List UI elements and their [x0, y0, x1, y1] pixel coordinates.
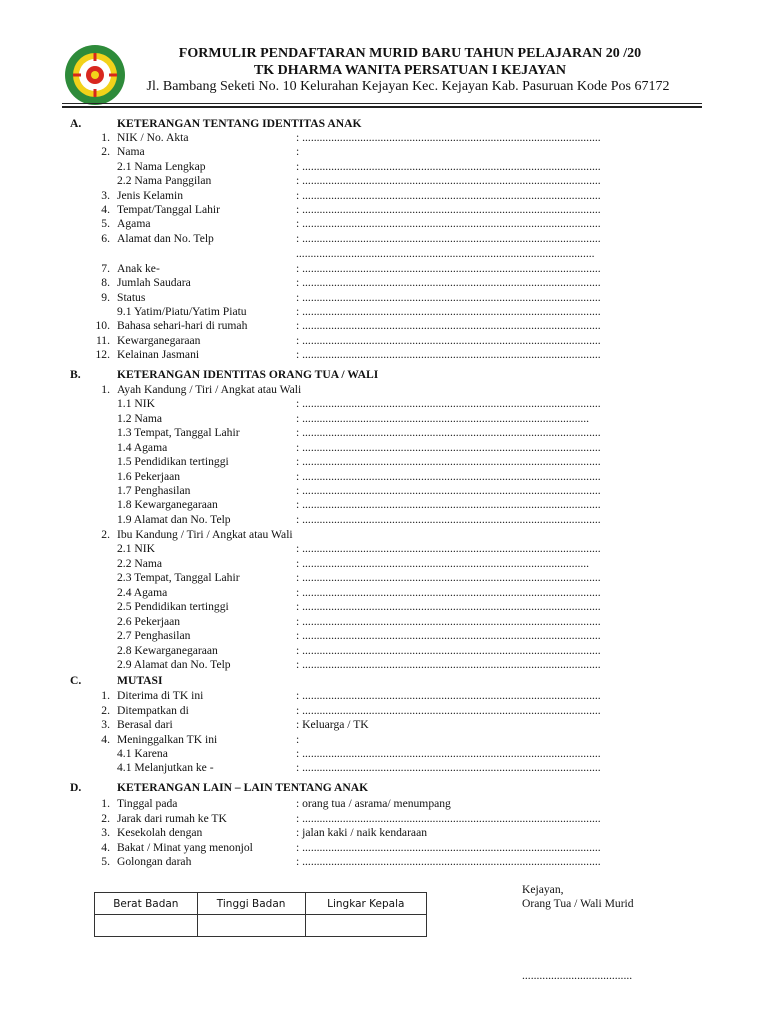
field-value[interactable]: : ....................................................................................................... — [296, 812, 601, 825]
field-value[interactable]: : ....................................................................................................... — [296, 704, 601, 717]
row-number: 3. — [101, 189, 110, 202]
height-cell[interactable] — [197, 915, 305, 937]
header-divider — [62, 106, 702, 108]
row-number: 4. — [101, 733, 110, 746]
row-number: 8. — [101, 276, 110, 289]
field-label: 9.1 Yatim/Piatu/Yatim Piatu — [117, 305, 247, 318]
field-label: 1.9 Alamat dan No. Telp — [117, 513, 231, 526]
field-label: 1.6 Pekerjaan — [117, 470, 181, 483]
field-value[interactable]: : ....................................................................................................... — [296, 644, 601, 657]
head-circumference-cell[interactable] — [305, 915, 426, 937]
field-label: Tempat/Tanggal Lahir — [117, 203, 221, 216]
field-value[interactable]: : ....................................................................................................... — [296, 217, 601, 230]
field-label: 1.7 Penghasilan — [117, 484, 191, 497]
field-value[interactable]: : ....................................................................................................... — [296, 441, 601, 454]
field-value[interactable]: : ....................................................................................................... — [296, 658, 601, 671]
field-value[interactable]: : ....................................................................................................... — [296, 689, 601, 702]
field-value[interactable]: : ....................................................................................................... — [296, 747, 601, 760]
field-value[interactable]: : ....................................................................................................... — [296, 629, 601, 642]
field-label: 1.2 Nama — [117, 412, 163, 425]
dharma-wanita-emblem-icon — [64, 44, 126, 106]
field-value[interactable]: : ....................................................................................................... — [296, 291, 601, 304]
field-value[interactable]: : ....................................................................................................... — [296, 841, 601, 854]
field-value[interactable]: : ................................................................................................... — [296, 557, 590, 570]
weight-header: Berat Badan — [95, 893, 198, 915]
field-label: 1.3 Tempat, Tanggal Lahir — [117, 426, 240, 439]
field-label: Ayah Kandung / Tiri / Angkat atau Wali — [117, 383, 302, 396]
row-number: 2. — [101, 528, 110, 541]
field-label: 1.1 NIK — [117, 397, 155, 410]
field-label: Ditempatkan di — [117, 704, 189, 717]
form-title: FORMULIR PENDAFTARAN MURID BARU TAHUN PELAJARAN 20 /20 — [178, 46, 642, 61]
field-value[interactable]: : ....................................................................................................... — [296, 761, 601, 774]
field-label: 4.1 Melanjutkan ke - — [117, 761, 214, 774]
field-value[interactable]: : ....................................................................................................... — [296, 262, 601, 275]
field-value[interactable]: : jalan kaki / naik kendaraan — [296, 826, 428, 839]
measurement-table — [94, 892, 427, 937]
row-number: 11. — [95, 334, 110, 347]
school-name: TK DHARMA WANITA PERSATUAN I KEJAYAN — [253, 63, 567, 78]
field-value[interactable]: : ................................................................................................... — [296, 412, 590, 425]
row-number: 3. — [101, 826, 110, 839]
field-label: Jenis Kelamin — [117, 189, 184, 202]
field-label: Golongan darah — [117, 855, 192, 868]
row-number: 7. — [101, 262, 110, 275]
row-number: 4. — [101, 841, 110, 854]
field-value[interactable]: : ....................................................................................................... — [296, 189, 601, 202]
field-value[interactable]: : — [296, 145, 300, 158]
field-value[interactable]: : ....................................................................................................... — [296, 232, 601, 245]
weight-cell[interactable] — [95, 915, 198, 937]
school-address: Jl. Bambang Seketi No. 10 Kelurahan Kejayan Kec. Kejayan Kab. Pasuruan Kode Pos 67172 — [146, 79, 670, 94]
field-label: 2.2 Nama — [117, 557, 163, 570]
field-value[interactable]: : ....................................................................................................... — [296, 160, 601, 173]
section-title: KETERANGAN LAIN – LAIN TENTANG ANAK — [117, 781, 369, 794]
field-label: Bakat / Minat yang menonjol — [117, 841, 253, 854]
row-number: 1. — [101, 383, 110, 396]
field-value[interactable]: : ....................................................................................................... — [296, 131, 601, 144]
section-letter: B. — [70, 368, 81, 381]
field-label: 1.5 Pendidikan tertinggi — [117, 455, 229, 468]
field-label: 2.7 Penghasilan — [117, 629, 191, 642]
row-number: 2. — [101, 145, 110, 158]
row-number: 1. — [101, 131, 110, 144]
field-value[interactable]: : ....................................................................................................... — [296, 348, 601, 361]
row-number: 5. — [101, 855, 110, 868]
field-value[interactable]: : ....................................................................................................... — [296, 542, 601, 555]
field-value[interactable]: : ....................................................................................................... — [296, 513, 601, 526]
field-label: Kesekolah dengan — [117, 826, 203, 839]
field-value[interactable]: : ....................................................................................................... — [296, 571, 601, 584]
field-value[interactable]: : orang tua / asrama/ menumpang — [296, 797, 451, 810]
header-divider-thick — [62, 103, 702, 104]
field-label: 2.1 NIK — [117, 542, 155, 555]
signature-place: Kejayan, — [522, 883, 564, 896]
row-number: 12. — [95, 348, 110, 361]
field-label: Anak ke- — [117, 262, 160, 275]
row-number: 2. — [101, 704, 110, 717]
section-title: KETERANGAN TENTANG IDENTITAS ANAK — [117, 117, 362, 130]
row-number: 9. — [101, 291, 110, 304]
section-letter: A. — [70, 117, 82, 130]
field-value[interactable]: : ....................................................................................................... — [296, 319, 601, 332]
field-label: 2.6 Pekerjaan — [117, 615, 181, 628]
field-label: Meninggalkan TK ini — [117, 733, 218, 746]
row-number: 10. — [95, 319, 110, 332]
field-label: Nama — [117, 145, 145, 158]
field-label: Jarak dari rumah ke TK — [117, 812, 227, 825]
section-title: MUTASI — [117, 674, 163, 687]
field-label: NIK / No. Akta — [117, 131, 189, 144]
field-value[interactable]: : — [296, 733, 300, 746]
row-number: 2. — [101, 812, 110, 825]
field-value[interactable]: : ....................................................................................................... — [296, 484, 601, 497]
field-value[interactable]: : ....................................................................................................... — [296, 455, 601, 468]
field-value[interactable]: ....................................................................................................... — [296, 247, 595, 260]
field-value[interactable]: : Keluarga / TK — [296, 718, 369, 731]
field-value[interactable]: : ....................................................................................................... — [296, 586, 601, 599]
field-label: 4.1 Karena — [117, 747, 168, 760]
field-value[interactable]: : ....................................................................................................... — [296, 334, 601, 347]
field-label: 2.2 Nama Panggilan — [117, 174, 212, 187]
field-label: 2.5 Pendidikan tertinggi — [117, 600, 229, 613]
field-label: 2.8 Kewarganegaraan — [117, 644, 218, 657]
field-label: 2.3 Tempat, Tanggal Lahir — [117, 571, 240, 584]
field-label: Ibu Kandung / Tiri / Angkat atau Wali — [117, 528, 293, 541]
row-number: 5. — [101, 217, 110, 230]
field-label: Kelainan Jasmani — [117, 348, 200, 361]
field-label: Diterima di TK ini — [117, 689, 204, 702]
field-label: 2.9 Alamat dan No. Telp — [117, 658, 231, 671]
field-value[interactable]: : ....................................................................................................... — [296, 855, 601, 868]
field-value[interactable]: : ....................................................................................................... — [296, 397, 601, 410]
field-value[interactable]: : ....................................................................................................... — [296, 276, 601, 289]
row-number: 6. — [101, 232, 110, 245]
height-header: Tinggi Badan — [197, 893, 305, 915]
row-number: 1. — [101, 689, 110, 702]
field-label: Jumlah Saudara — [117, 276, 191, 289]
field-value[interactable]: : ....................................................................................................... — [296, 470, 601, 483]
row-number: 1. — [101, 797, 110, 810]
field-value[interactable]: : ....................................................................................................... — [296, 615, 601, 628]
row-number: 4. — [101, 203, 110, 216]
section-letter: D. — [70, 781, 82, 794]
row-number: 3. — [101, 718, 110, 731]
field-value[interactable]: : ....................................................................................................... — [296, 600, 601, 613]
field-label: Status — [117, 291, 146, 304]
section-title: KETERANGAN IDENTITAS ORANG TUA / WALI — [117, 368, 379, 381]
field-label: Berasal dari — [117, 718, 173, 731]
field-label: Kewarganegaraan — [117, 334, 201, 347]
field-value[interactable]: : ....................................................................................................... — [296, 174, 601, 187]
field-value[interactable]: : ....................................................................................................... — [296, 498, 601, 511]
field-label: 1.4 Agama — [117, 441, 168, 454]
field-value[interactable]: : ....................................................................................................... — [296, 426, 601, 439]
field-label: Bahasa sehari-hari di rumah — [117, 319, 248, 332]
field-label: Tinggal pada — [117, 797, 178, 810]
field-value[interactable]: : ....................................................................................................... — [296, 305, 601, 318]
field-label: Agama — [117, 217, 151, 230]
field-label: 2.1 Nama Lengkap — [117, 160, 206, 173]
signature-line[interactable]: ...................................... — [522, 969, 633, 982]
head-circumference-header: Lingkar Kepala — [305, 893, 426, 915]
section-letter: C. — [70, 674, 82, 687]
field-value[interactable]: : ....................................................................................................... — [296, 203, 601, 216]
field-label: 2.4 Agama — [117, 586, 168, 599]
field-label: Alamat dan No. Telp — [117, 232, 214, 245]
signature-role: Orang Tua / Wali Murid — [522, 897, 634, 910]
field-label: 1.8 Kewarganegaraan — [117, 498, 218, 511]
